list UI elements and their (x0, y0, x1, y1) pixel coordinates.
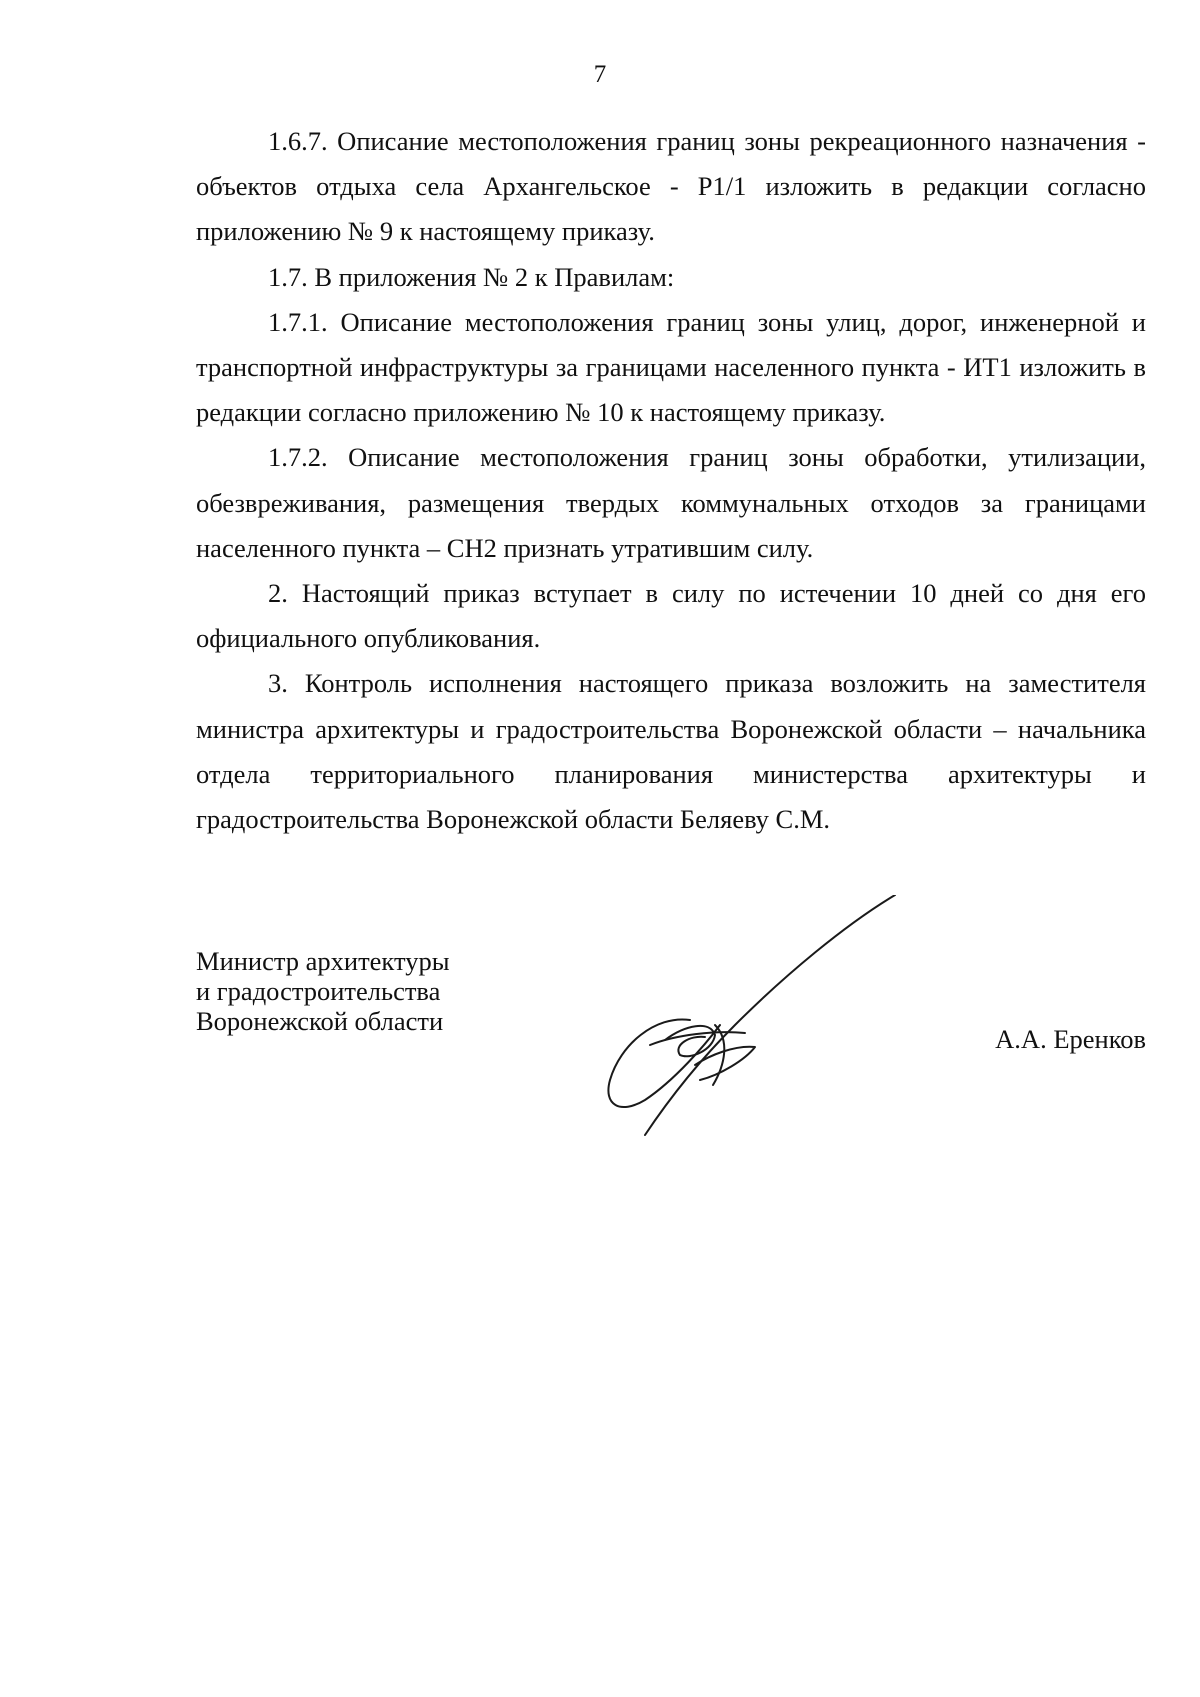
signer-name: А.А. Еренков (995, 1024, 1146, 1054)
paragraph-2: 2. Настоящий приказ вступает в силу по истечении 10 дней со дня его официального опубликования. (196, 578, 1146, 654)
paragraph-1-7-2: 1.7.2. Описание местоположения границ зоны обработки, утилизации, обезвреживания, размещения твердых коммунальных отходов за границами населенного пункта – СН2 признать утратившим силу. (196, 442, 1146, 563)
signatory-title-line-3: Воронежской области (196, 1006, 444, 1036)
signatory-title-line-1: Министр архитектуры (196, 946, 450, 976)
paragraph-1-7: 1.7. В приложения № 2 к Правилам: (268, 261, 675, 292)
signatory-title (196, 946, 450, 1036)
paragraph-3: 3. Контроль исполнения настоящего приказа возложить на заместителя министра архитектуры и градостроительства Воронежской области – начальника отдела территориального планирования министерства архитектуры и градостроительства Воронежской области Беляеву С.М. (196, 668, 1146, 835)
page-number: 7 (593, 61, 607, 88)
signatory-title-line-2: и градостроительства (196, 976, 441, 1006)
handwritten-signature (595, 895, 915, 1140)
paragraph-1-6-7: 1.6.7. Описание местоположения границ зоны рекреационного назначения - объектов отдыха села Архангельское - Р1/1 изложить в редакции согласно приложению № 9 к настоящему приказу. (196, 126, 1146, 247)
paragraph-1-7-1: 1.7.1. Описание местоположения границ зоны улиц, дорог, инженерной и транспортной инфраструктуры за границами населенного пункта - ИТ1 изложить в редакции согласно приложению № 10 к настоящему приказу. (196, 306, 1146, 428)
document-body (196, 119, 1146, 842)
